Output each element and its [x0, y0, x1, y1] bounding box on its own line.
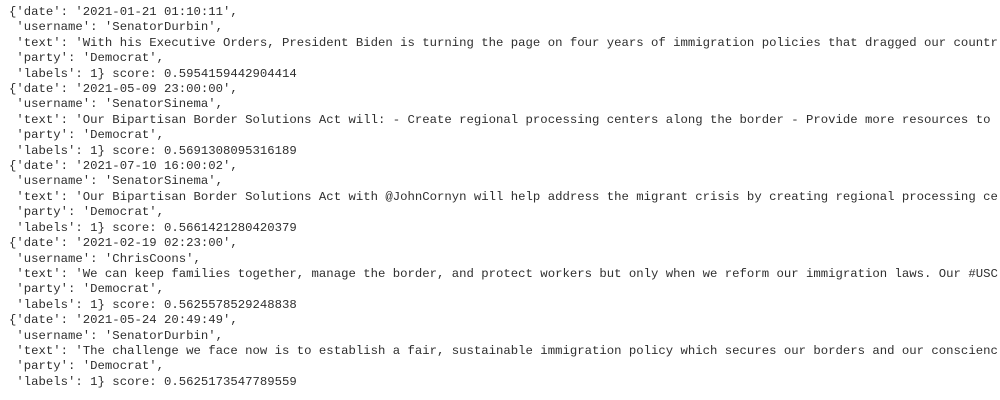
record-entry — [9, 82, 1000, 159]
record-username-line: 'username': 'SenatorDurbin', — [9, 328, 224, 343]
record-text-line: 'text': 'The challenge we face now is to establish a fair, sustainable immigration policy which secures our borders and our conscienc — [9, 343, 998, 358]
record-party-line: 'party': 'Democrat', — [9, 282, 164, 297]
record-text-line: 'text': 'Our Bipartisan Border Solutions Act with @JohnCornyn will help address the migrant crisis by creating regional processing ce — [9, 189, 998, 204]
record-entry — [9, 5, 1000, 82]
record-score-line: 'labels': 1} score: 0.5625173547789559 — [9, 374, 297, 389]
record-score-line: 'labels': 1} score: 0.5625578529248838 — [9, 297, 297, 312]
record-username-line: 'username': 'SenatorSinema', — [9, 174, 224, 189]
record-text-line: 'text': 'With his Executive Orders, President Biden is turning the page on four years of immigration policies that dragged our countr — [9, 35, 998, 50]
record-username-line: 'username': 'SenatorDurbin', — [9, 20, 224, 35]
record-entry — [9, 159, 1000, 236]
record-score-line: 'labels': 1} score: 0.5691308095316189 — [9, 143, 297, 158]
record-party-line: 'party': 'Democrat', — [9, 359, 164, 374]
record-date-line: {'date': '2021-05-09 23:00:00', — [9, 82, 238, 97]
record-date-line: {'date': '2021-05-24 20:49:49', — [9, 313, 238, 328]
record-text-line: 'text': 'We can keep families together, manage the border, and protect workers but only when we reform our immigration laws. Our #USC — [9, 266, 998, 281]
record-score-line: 'labels': 1} score: 0.5661421280420379 — [9, 220, 297, 235]
record-party-line: 'party': 'Democrat', — [9, 51, 164, 66]
record-score-line: 'labels': 1} score: 0.5954159442904414 — [9, 66, 297, 81]
record-date-line: {'date': '2021-07-10 16:00:02', — [9, 159, 238, 174]
record-party-line: 'party': 'Democrat', — [9, 205, 164, 220]
record-username-line: 'username': 'ChrisCoons', — [9, 251, 201, 266]
record-date-line: {'date': '2021-02-19 02:23:00', — [9, 236, 238, 251]
record-date-line: {'date': '2021-01-21 01:10:11', — [9, 5, 238, 19]
record-text-line: 'text': 'Our Bipartisan Border Solutions Act will: - Create regional processing centers along the border - Provide more resources to — [9, 112, 991, 127]
record-entry — [9, 313, 1000, 390]
record-party-line: 'party': 'Democrat', — [9, 128, 164, 143]
record-username-line: 'username': 'SenatorSinema', — [9, 97, 224, 112]
record-entry — [9, 236, 1000, 313]
